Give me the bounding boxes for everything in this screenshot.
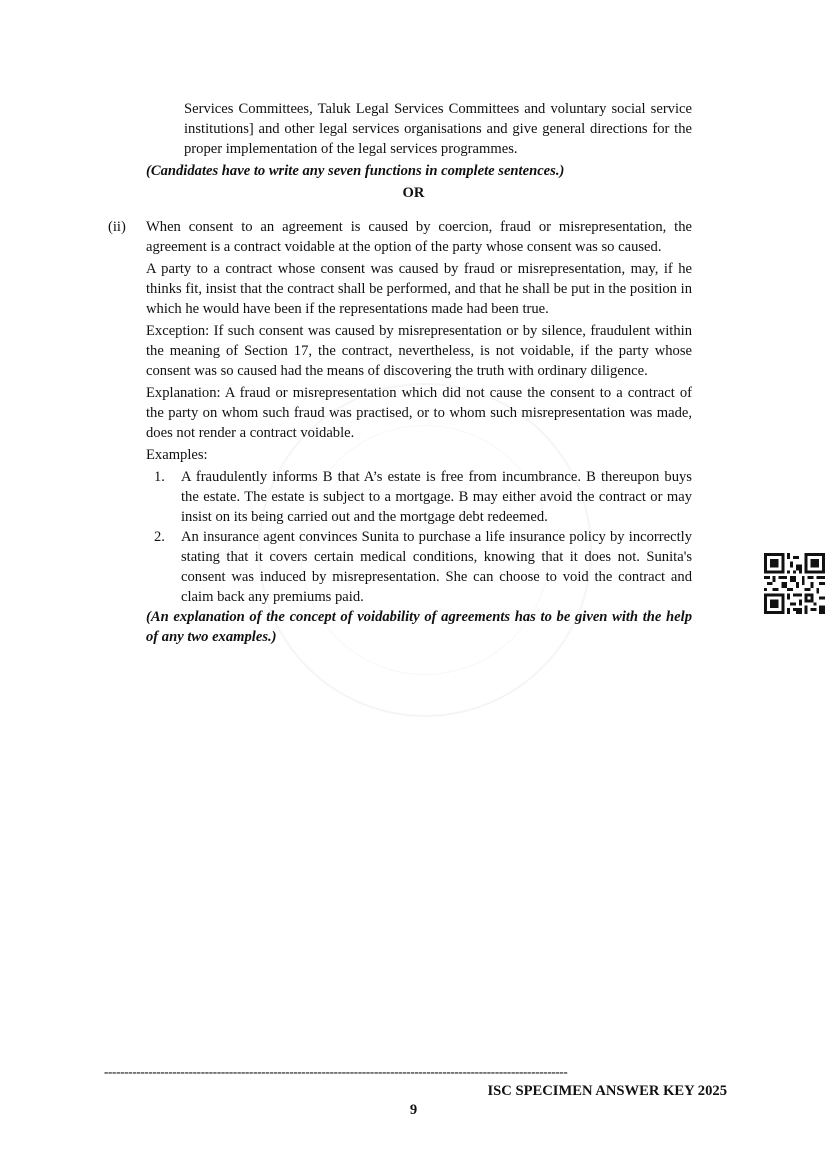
item-number: (ii) [108,219,126,235]
continuation-text: Services Committees, Taluk Legal Services Committees and voluntary social service institutions] and other legal services organisations and give general directions for the proper implementation of the legal services programmes. [184,101,692,157]
continuation-paragraph [184,99,692,159]
note-functions: (Candidates have to write any seven functions in complete sentences.) [146,163,565,179]
answer-body [146,217,692,649]
page-number: 9 [409,1102,418,1118]
example-number: 1. [154,469,165,485]
paragraph-rule: A party to a contract whose consent was caused by fraud or misrepresentation, may, if he thinks fit, insist that the contract shall be performed, and that he shall be put in the position in which he would have been if the representations made had been true. [146,261,692,317]
or-divider: OR [402,185,425,201]
footer-divider: ------------------------------------------------------------------------------------------------------------------- [104,1064,568,1079]
example-text: A fraudulently informs B that A’s estate is free from incumbrance. B thereupon buys the estate. The estate is subject to a mortgage. B may either avoid the contract or may insist on its being carried out and the mortgage debt redeemed. [181,469,692,525]
qr-code-icon[interactable] [764,553,825,614]
paragraph-definition: When consent to an agreement is caused by coercion, fraud or misrepresentation, the agreement is a contract voidable at the option of the party whose consent was so caused. [146,219,692,255]
footer-title: ISC SPECIMEN ANSWER KEY 2025 [487,1083,727,1099]
list-item [146,467,692,527]
example-text: An insurance agent convinces Sunita to purchase a life insurance policy by incorrectly stating that it covers certain medical conditions, knowing that it does not. Sunita's consent was induced by misrepresentation. She can choose to void the contract and claim back any premiums paid. [181,529,692,605]
examples-list [146,467,692,607]
list-item [146,527,692,607]
paragraph-explanation: Explanation: A fraud or misrepresentation which did not cause the consent to a contract of the party on whom such fraud was practised, or to whom such misrepresentation was made, does not render a contract voidable. [146,385,692,441]
paragraph-exception: Exception: If such consent was caused by misrepresentation or by silence, fraudulent within the meaning of Section 17, the contract, nevertheless, is not voidable, if the party whose consent was so caused had the means of discovering the truth with ordinary diligence. [146,323,692,379]
examples-label: Examples: [146,447,208,463]
example-number: 2. [154,529,165,545]
note-examples: (An explanation of the concept of voidability of agreements has to be given with the help of any two examples.) [146,609,692,645]
